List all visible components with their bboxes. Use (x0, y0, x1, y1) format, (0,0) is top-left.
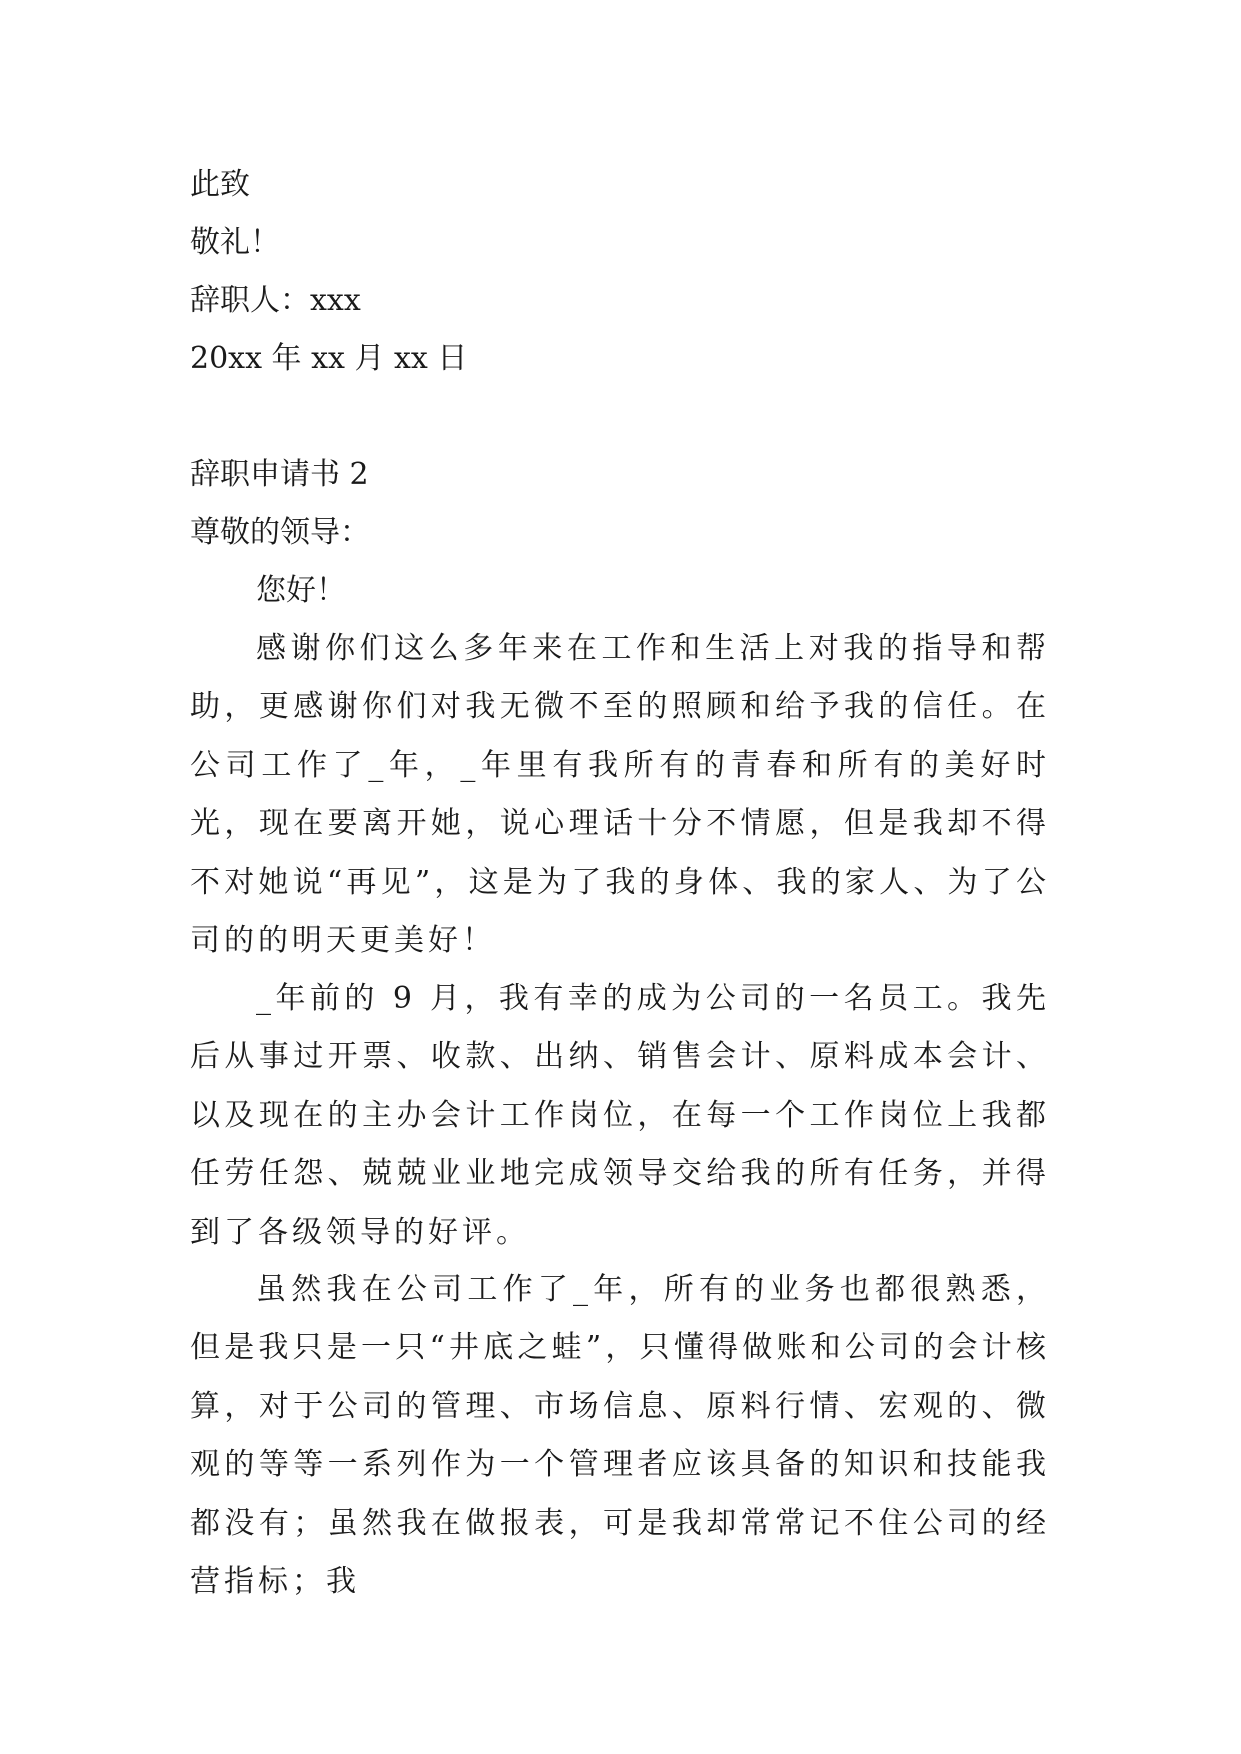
paragraph-3: 虽然我在公司工作了_年，所有的业务也都很熟悉，但是我只是一只“井底之蛙”，只懂得做账和公司的会计核算，对于公司的管理、市场信息、原料行情、宏观的、微观的等等一系列作为一个管理者应该具备的知识和技能我都没有；虽然我在做报表，可是我却常常记不住公司的经营指标；我 (190, 1272, 1050, 1600)
letter-title: 辞职申请书 2 (190, 457, 369, 492)
paragraph-1: 感谢你们这么多年来在工作和生活上对我的指导和帮助，更感谢你们对我无微不至的照顾和给予我的信任。在公司工作了_年，_年里有我所有的青春和所有的美好时光，现在要离开她，说心理话十分不情愿，但是我却不得不对她说“再见”，这是为了我的身体、我的家人、为了公司的的明天更美好！ (190, 631, 1050, 959)
greeting: 您好！ (256, 573, 346, 608)
paragraph-2: _年前的 9 月，我有幸的成为公司的一名员工。我先后从事过开票、收款、出纳、销售会计、原料成本会计、以及现在的主办会计工作岗位，在每一个工作岗位上我都任劳任怨、兢兢业业地完成领导交给我的所有任务，并得到了各级领导的好评。 (190, 981, 1050, 1250)
closing-regards: 敬礼！ (190, 225, 280, 260)
addressee: 尊敬的领导： (190, 515, 370, 550)
signer-line: 辞职人：xxx (190, 283, 361, 318)
date-line: 20xx 年 xx 月 xx 日 (190, 341, 468, 376)
closing-salutation: 此致 (190, 167, 250, 202)
